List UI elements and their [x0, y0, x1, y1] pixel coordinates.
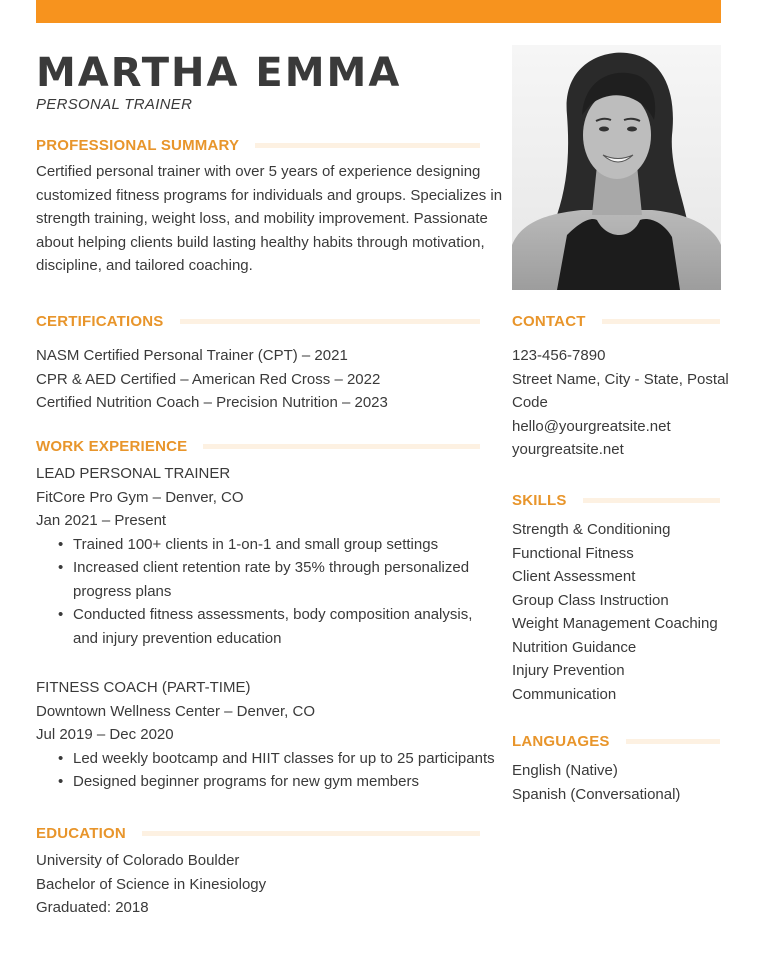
languages-title: LANGUAGES — [512, 732, 610, 750]
contact-address: Code — [512, 394, 548, 411]
job-dates: Jan 2021 – Present — [36, 512, 167, 529]
job-bullets — [36, 533, 472, 651]
skill-item: Strength & Conditioning — [512, 521, 671, 538]
summary-section-header — [36, 136, 480, 154]
section-divider — [203, 444, 480, 449]
section-divider — [583, 498, 720, 503]
education-section-header — [36, 824, 480, 842]
language-item: Spanish (Conversational) — [512, 785, 681, 803]
certification-item: NASM Certified Personal Trainer (CPT) – 2021 — [36, 347, 348, 364]
certification-item: Certified Nutrition Coach – Precision Nutrition – 2023 — [36, 394, 388, 411]
section-divider — [255, 143, 480, 148]
job-company: Downtown Wellness Center – Denver, CO — [36, 702, 316, 720]
job-dates: Jul 2019 – Dec 2020 — [36, 726, 174, 743]
language-item: English (Native) — [512, 762, 618, 779]
skill-item: Communication — [512, 685, 617, 703]
skill-item: Weight Management Coaching — [512, 615, 718, 632]
summary-line: Certified personal trainer with over 5 years of experience designing — [36, 163, 481, 180]
section-divider — [142, 831, 480, 836]
bullet-item — [36, 533, 472, 557]
contact-section-header — [512, 312, 720, 330]
experience-section-header — [36, 437, 480, 455]
education-details — [36, 849, 266, 920]
contact-email: hello@yourgreatsite.net — [512, 417, 671, 435]
languages-list — [512, 759, 680, 806]
accent-top-bar — [36, 0, 721, 23]
education-title: EDUCATION — [36, 824, 126, 842]
education-school: University of Colorado Boulder — [36, 852, 240, 869]
bullet-item — [36, 770, 495, 794]
contact-address: Street Name, City - State, Postal — [512, 370, 729, 388]
certification-item: CPR & AED Certified – American Red Cross – 2022 — [36, 370, 381, 388]
summary-line: strength training, weight loss, and mobility improvement. Passionate — [36, 210, 488, 227]
education-degree: Bachelor of Science in Kinesiology — [36, 875, 267, 893]
contact-website: yourgreatsite.net — [512, 441, 624, 458]
bullet-item — [36, 747, 495, 771]
job-position: LEAD PERSONAL TRAINER — [36, 465, 231, 482]
job-entry — [36, 676, 495, 794]
job-company: FitCore Pro Gym – Denver, CO — [36, 488, 244, 506]
summary-line: discipline, and tailored coaching. — [36, 257, 253, 274]
skill-item: Client Assessment — [512, 568, 636, 585]
contact-phone: 123-456-7890 — [512, 347, 606, 364]
job-bullets — [36, 747, 495, 794]
job-position: FITNESS COACH (PART-TIME) — [36, 679, 251, 696]
bullet-item — [36, 603, 472, 650]
resume-name: MARTHA EMMA — [36, 50, 402, 96]
job-title: PERSONAL TRAINER — [36, 96, 193, 113]
skill-item: Injury Prevention — [512, 662, 625, 679]
bullet-line: • Increased client retention rate by 35% through personalized — [73, 559, 470, 576]
bullet-line: • Led weekly bootcamp and HIIT classes for up to 25 participants — [73, 749, 495, 767]
bullet-line: and injury prevention education — [73, 629, 282, 647]
certifications-title: CERTIFICATIONS — [36, 312, 164, 330]
bullet-line: progress plans — [73, 582, 172, 600]
experience-title: WORK EXPERIENCE — [36, 437, 188, 455]
summary-title: PROFESSIONAL SUMMARY — [36, 136, 240, 154]
skills-title: SKILLS — [512, 491, 567, 509]
skill-item: Nutrition Guidance — [512, 638, 637, 656]
skill-item: Functional Fitness — [512, 544, 634, 562]
certifications-section-header — [36, 312, 480, 330]
profile-photo — [512, 45, 721, 290]
languages-section-header — [512, 732, 720, 750]
section-divider — [602, 319, 720, 324]
portrait-image — [512, 45, 721, 290]
education-graduated: Graduated: 2018 — [36, 899, 149, 916]
section-divider — [626, 739, 720, 744]
skills-list — [512, 518, 718, 706]
summary-text — [36, 160, 502, 278]
summary-line: about helping clients build lasting healthy habits through motivation, — [36, 233, 485, 251]
skill-item: Group Class Instruction — [512, 591, 669, 609]
job-entry — [36, 462, 472, 650]
summary-line: customized fitness programs for individuals and groups. Specializes in — [36, 186, 503, 204]
certifications-list — [36, 344, 388, 415]
bullet-line: • Conducted fitness assessments, body composition analysis, — [73, 606, 473, 623]
bullet-line: • Designed beginner programs for new gym members — [73, 773, 419, 790]
bullet-line: • Trained 100+ clients in 1-on-1 and small group settings — [73, 535, 439, 553]
bullet-item — [36, 556, 472, 603]
contact-details — [512, 344, 729, 462]
skills-section-header — [512, 491, 720, 509]
section-divider — [180, 319, 480, 324]
contact-title: CONTACT — [512, 312, 586, 330]
